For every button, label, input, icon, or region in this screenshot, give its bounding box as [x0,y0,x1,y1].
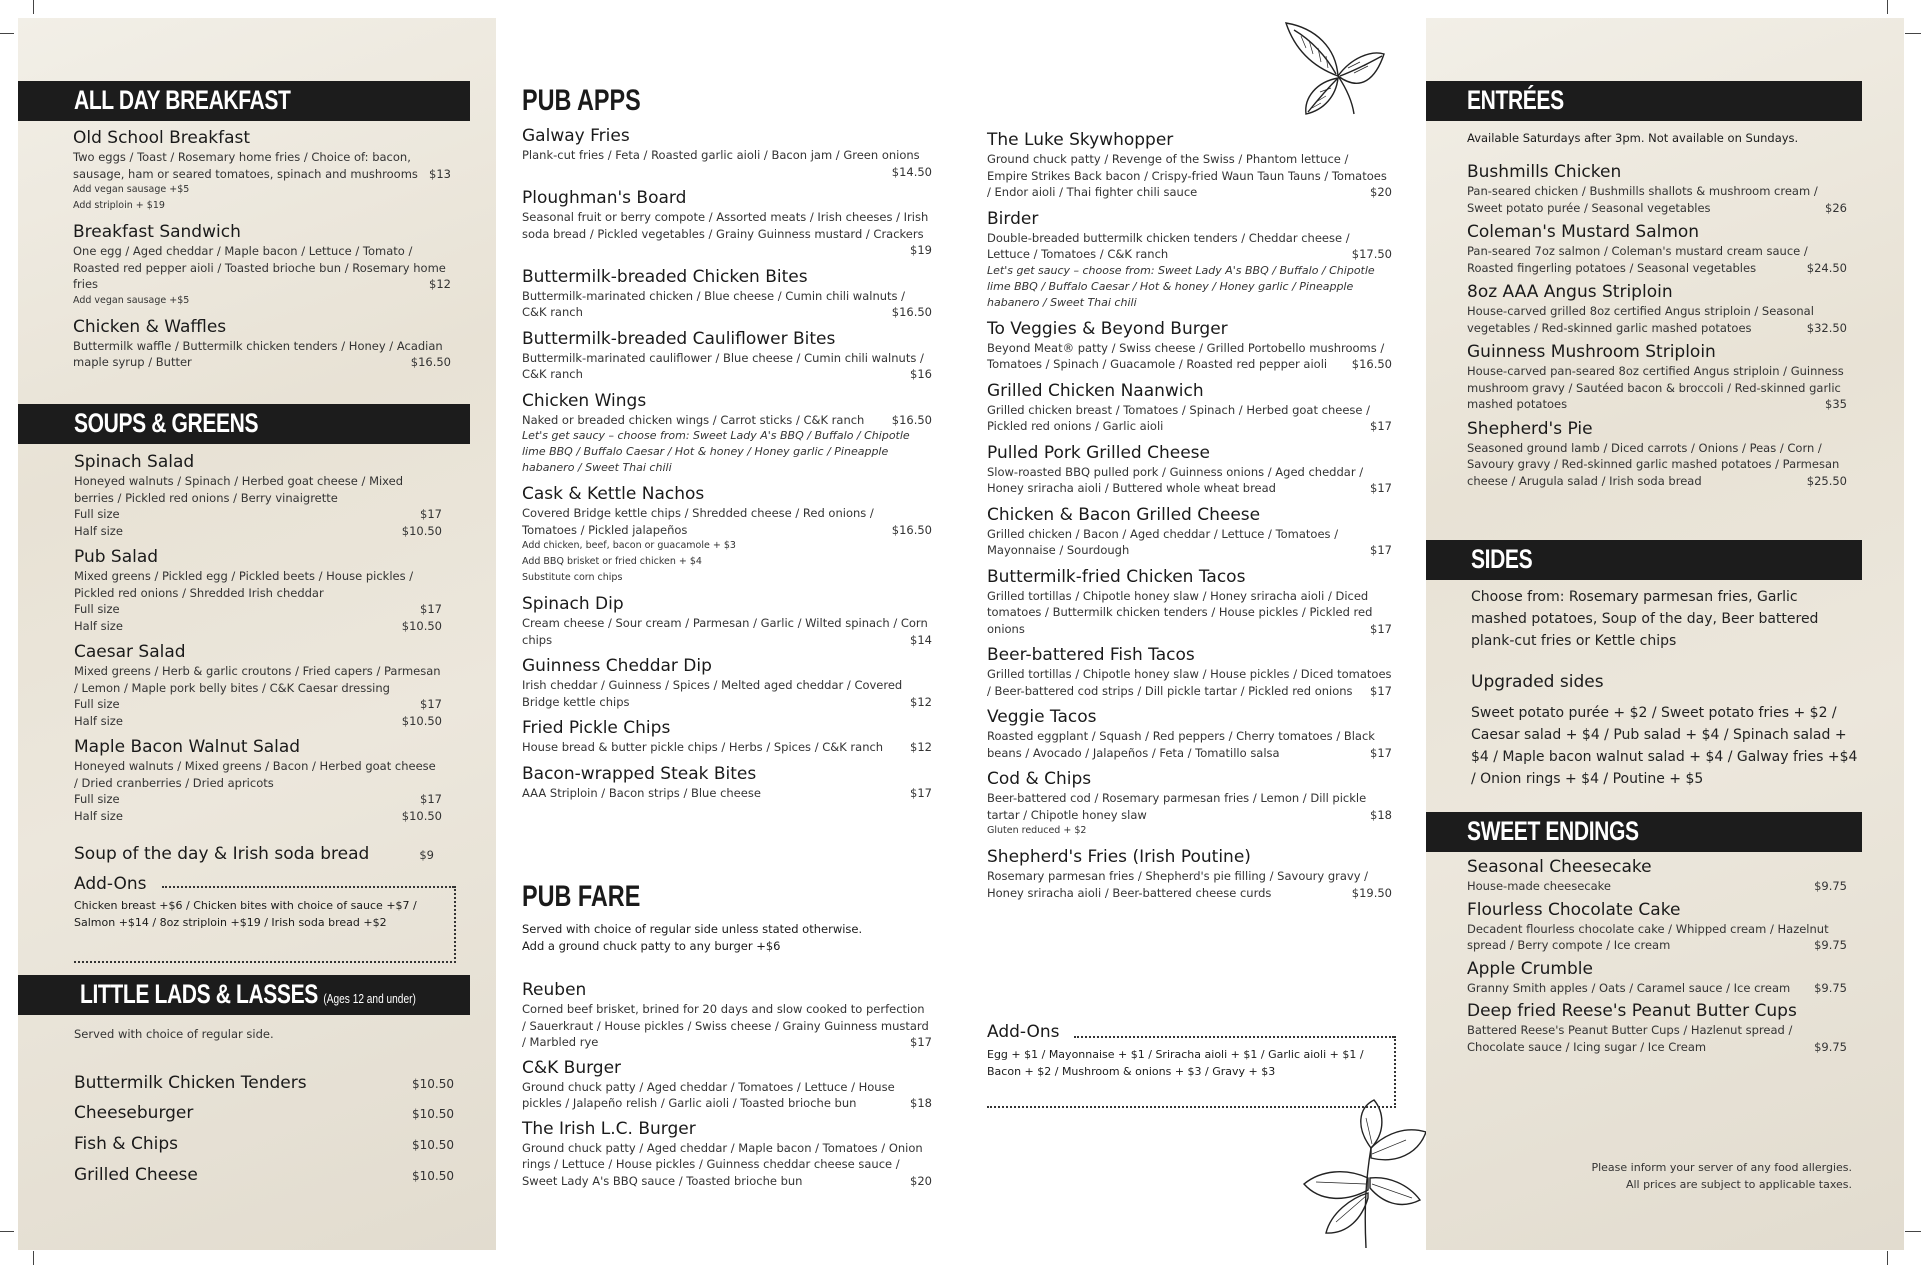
salad-name: Caesar Salad [74,642,186,662]
menu-item [522,188,932,259]
item-desc [522,1140,932,1190]
sides-title: SIDES [1471,544,1533,574]
item-desc-text: Grilled tortillas / Chipotle honey slaw / Honey sriracha aioli / Diced tomatoes / Buttermilk chicken tenders / House pickles / Pickled red onions [987,588,1373,636]
item-desc [987,666,1392,699]
item-desc-text: One egg / Aged cheddar / Maple bacon / Lettuce / Tomato / Roasted red pepper aioli / Toasted brioche bun / Rosemary home fries [73,244,446,291]
item-price: $19.50 [1351,885,1392,900]
item-desc [987,790,1392,823]
item-desc-text: Plank-cut fries / Feta / Roasted garlic aioli / Bacon jam / Green onions [522,148,920,162]
item-price: $16.50 [410,355,451,369]
salad-name: Pub Salad [74,547,159,567]
item-desc [522,412,932,429]
item-price: $16.50 [891,412,932,427]
item-price: $17 [910,1035,932,1049]
menu-item [73,222,451,309]
item-desc [522,288,932,321]
item-desc [522,739,932,756]
item-price: $17 [1370,621,1392,636]
full-size-price: $17 [420,602,442,616]
menu-item [522,484,932,586]
item-desc-text: Beer-battered cod / Rosemary parmesan fries / Lemon / Dill pickle tartar / Chipotle honey slaw [987,791,1367,822]
crop-mark [1905,1231,1921,1232]
sides-upgraded-title: Upgraded sides [1471,672,1604,692]
item-name: Pulled Pork Grilled Cheese [987,442,1210,463]
item-desc [987,868,1392,901]
item-desc-text: House-made cheesecake [1467,879,1611,893]
kids-item-name: Grilled Cheese [74,1165,198,1185]
item-price: $17 [910,785,932,800]
item-desc [73,243,451,293]
item-price: $12 [429,277,451,291]
item-desc-text: Pan-seared chicken / Bushmills shallots & mushroom cream / Sweet potato purée / Seasonal vegetables [1467,184,1818,215]
breakfast-title: ALL DAY BREAKFAST [74,85,291,115]
item-name: Fried Pickle Chips [522,718,671,738]
menu-item [987,209,1392,311]
item-name: Chicken & Waffles [73,316,227,337]
fare-title: PUB FARE [522,880,641,913]
saucy-options: Let's get saucy – choose from: Sweet Lady A's BBQ / Buffalo / Chipotle lime BBQ / Buffalo Caesar / Hot & honey / Honey garlic / Pineapple habanero / Sweet Thai chili [987,263,1375,309]
item-note: Gluten reduced + $2 [987,825,1087,836]
full-size-price: $17 [420,507,442,521]
item-name: Spinach Dip [522,594,624,614]
item-desc [73,149,451,182]
item-desc [1467,921,1847,954]
item-name: Bushmills Chicken [1467,162,1622,182]
breakfast-list [73,128,451,379]
soup-row [74,844,434,865]
item-price: $17 [1370,745,1392,760]
kids-item-name: Fish & Chips [74,1134,178,1154]
item-desc-text: House-carved grilled 8oz certified Angus striploin / Seasonal vegetables / Red-skinned garlic mashed potatoes [1467,304,1814,335]
menu-item [1467,222,1847,276]
menu-item [522,980,932,1051]
full-size-label: Full size [74,697,120,711]
kids-title: LITTLE LADS & LASSES (Ages 12 and under) [80,979,416,1009]
menu-item [987,505,1392,559]
item-price: $16.50 [891,305,932,319]
item-note: Substitute corn chips [522,572,623,583]
item-price: $9.75 [1814,980,1847,995]
kids-item-price: $10.50 [412,1138,454,1152]
item-name: Grilled Chicken Naanwich [987,380,1204,401]
menu-item [1467,342,1847,413]
item-desc [522,677,932,710]
item-desc-text: Buttermilk waffle / Buttermilk chicken tenders / Honey / Acadian maple syrup / Butter [73,338,443,369]
full-size-row [74,791,442,808]
footer-line-2: All prices are subject to applicable taxes. [1625,1177,1852,1191]
item-desc-text: Decadent flourless chocolate cake / Whipped cream / Hazelnut spread / Berry compote / Ice cream [1467,921,1829,952]
item-desc [1467,1022,1847,1055]
menu-item [987,707,1392,761]
item-desc-text: Grilled tortillas / Chipotle honey slaw / House pickles / Diced tomatoes / Beer-battered cod strips / Dill pickle tartar / Pickled red onions [987,667,1392,698]
item-note: Add BBQ brisket or fried chicken + $4 [522,556,702,567]
item-price: $16.50 [1351,357,1392,371]
item-name: Flourless Chocolate Cake [1467,899,1681,920]
fare-addons-text: Egg + $1 / Mayonnaise + $1 / Sriracha aioli + $1 / Garlic aioli + $1 / Bacon + $2 / Mushroom & onions + $3 / Gravy + $3 [987,1048,1364,1078]
sweets-title: SWEET ENDINGS [1467,816,1639,846]
item-desc [1467,980,1847,997]
item-name: Beer-battered Fish Tacos [987,645,1195,665]
salad-item [74,642,442,729]
breakfast-header [18,81,470,121]
fare-list-right [987,130,1392,909]
item-name: Shepherd's Fries (Irish Poutine) [987,847,1251,867]
half-size-label: Half size [74,713,123,728]
item-price: $24.50 [1806,260,1847,275]
full-size-row [74,506,442,523]
item-desc-text: Beyond Meat® patty / Swiss cheese / Grilled Portobello mushrooms / Tomatoes / Spinach / Guacamole / Roasted red pepper aioli [987,340,1385,371]
kids-item-name: Buttermilk Chicken Tenders [74,1073,307,1093]
item-desc-text: Buttermilk-marinated chicken / Blue cheese / Cumin chili walnuts / C&K ranch [522,288,906,319]
item-name: 8oz AAA Angus Striploin [1467,282,1673,302]
item-desc [987,526,1392,559]
menu-item [987,443,1392,497]
item-name: Apple Crumble [1467,958,1593,979]
item-desc [1467,303,1847,336]
menu-item [987,645,1392,699]
item-desc [522,1001,932,1051]
item-price: $16.50 [891,522,932,537]
item-name: Cask & Kettle Nachos [522,484,705,504]
full-size-price: $17 [420,697,442,711]
item-name: Veggie Tacos [987,707,1097,727]
item-desc-text: Cream cheese / Sour cream / Parmesan / Garlic / Wilted spinach / Corn chips [522,616,928,647]
item-price: $14 [910,632,932,647]
item-name: Birder [987,208,1039,229]
kids-item [74,1165,454,1185]
item-name: Seasonal Cheesecake [1467,857,1652,877]
item-name: Cod & Chips [987,769,1092,789]
kids-subtitle: (Ages 12 and under) [323,991,416,1006]
kids-header [18,975,470,1015]
item-name: Buttermilk-breaded Chicken Bites [522,266,808,287]
kids-item [74,1103,454,1123]
menu-item [522,1058,932,1112]
item-desc [522,209,932,259]
item-price: $25.50 [1806,473,1847,488]
item-name: Buttermilk-fried Chicken Tacos [987,566,1246,587]
item-desc-text: House-carved pan-seared 8oz certified Angus striploin / Guinness mushroom gravy / Sautéed bacon & broccoli / Red-skinned garlic mashed potatoes [1467,364,1844,411]
item-desc-text: Ground chuck patty / Revenge of the Swiss / Phantom lettuce / Empire Strikes Back bacon / Crispy-fried Waun Taun Tauns / Tomatoes / Endor aioli / Thai fighter chili sauce [987,152,1387,199]
item-price: $20 [910,1173,932,1188]
item-price: $9.75 [1814,938,1847,952]
item-name: Galway Fries [522,126,630,146]
menu-item [522,594,932,648]
menu-item [987,130,1392,201]
menu-item [522,126,932,180]
left-panel [18,18,496,1250]
half-size-row [74,618,442,635]
item-desc [987,340,1392,373]
item-price: $17 [1370,543,1392,557]
item-desc-text: Battered Reese's Peanut Butter Cups / Hazlenut spread / Chocolate sauce / Icing sugar / Ice Cream [1467,1023,1793,1054]
full-size-label: Full size [74,507,120,521]
item-desc [522,505,932,538]
kids-item [74,1073,454,1093]
item-name: Chicken Wings [522,390,647,411]
crop-mark [0,33,14,34]
item-desc [987,230,1392,263]
middle-panel [496,18,1426,1250]
menu-item [1467,162,1847,216]
item-desc [987,728,1392,761]
menu-item [73,128,451,214]
item-name: Old School Breakfast [73,128,251,148]
item-price: $32.50 [1806,320,1847,335]
half-size-price: $10.50 [401,808,442,823]
item-name: The Irish L.C. Burger [522,1118,696,1139]
full-size-row [74,696,442,713]
item-desc [522,615,932,648]
item-desc-text: Covered Bridge kettle chips / Shredded cheese / Red onions / Tomatoes / Pickled jalapeños [522,506,874,537]
item-price: $12 [910,740,932,754]
menu-item [987,847,1392,901]
full-size-row [74,601,442,618]
menu-item [522,391,932,477]
item-price: $17.50 [1351,247,1392,261]
item-desc [1467,243,1847,276]
menu-item [522,718,932,756]
half-size-row [74,808,442,825]
fare-addons-title: Add-Ons [987,1022,1060,1042]
soups-header [18,404,470,444]
item-name: Guinness Mushroom Striploin [1467,342,1716,362]
fare-intro-2: Add a ground chuck patty to any burger +$6 [522,938,781,953]
menu-item [987,769,1392,839]
menu-item [987,381,1392,435]
crop-mark [1887,1251,1888,1265]
item-desc [1467,878,1847,895]
fare-intro-1: Served with choice of regular side unless stated otherwise. [522,922,863,936]
salad-name: Spinach Salad [74,452,195,472]
item-price: $20 [1370,185,1392,199]
item-note: Add chicken, beef, bacon or guacamole + $3 [522,540,736,551]
item-price: $12 [910,694,932,709]
item-name: C&K Burger [522,1057,622,1078]
entrees-list [1467,162,1847,495]
menu-item [522,764,932,802]
item-desc [522,1079,932,1112]
entrees-header [1426,81,1862,121]
item-desc-text: Corned beef brisket, brined for 20 days and slow cooked to perfection / Sauerkraut / House pickles / Swiss cheese / Grainy Guinness mustard / Marbled rye [522,1002,929,1049]
item-price: $16 [910,367,932,381]
footer-line-1: Please inform your server of any food allergies. [1591,1161,1852,1174]
kids-item-price: $10.50 [412,1107,454,1121]
half-size-price: $10.50 [401,713,442,728]
half-size-price: $10.50 [401,618,442,633]
item-desc [73,338,451,371]
full-size-price: $17 [420,792,442,806]
menu-item [987,319,1392,373]
fare-list-left [522,980,932,1196]
item-name: To Veggies & Beyond Burger [987,318,1228,339]
item-desc-text: Rosemary parmesan fries / Shepherd's pie filling / Savoury gravy / Honey sriracha aioli / Beer-battered cheese curds [987,869,1369,900]
item-desc [522,147,932,180]
item-desc-text: AAA Striploin / Bacon strips / Blue cheese [522,785,761,800]
item-price: $18 [1370,807,1392,822]
item-desc [987,588,1392,638]
menu-item [522,1119,932,1190]
crop-mark [0,1231,14,1232]
item-name: The Luke Skywhopper [987,130,1174,150]
half-size-label: Half size [74,523,123,538]
salad-desc: Honeyed walnuts / Spinach / Herbed goat cheese / Mixed berries / Pickled red onions / Berry vinaigrette [74,474,404,505]
item-name: Ploughman's Board [522,188,687,208]
item-desc-text: Irish cheddar / Guinness / Spices / Melted aged cheddar / Covered Bridge kettle chips [522,678,903,709]
item-desc-text: Double-breaded buttermilk chicken tenders / Cheddar cheese / Lettuce / Tomatoes / C&K ranch [987,230,1350,261]
item-desc-text: Ground chuck patty / Aged cheddar / Maple bacon / Tomatoes / Onion rings / Lettuce / House pickles / Guinness cheddar cheese sauce / Sweet Lady A's BBQ sauce / Toasted brioche bun [522,1140,923,1188]
item-price: $9.75 [1814,1039,1847,1054]
item-note: Add vegan sausage +$5 [73,184,190,195]
fare-addons-dotbox [987,1036,1396,1108]
salad-desc: Mixed greens / Pickled egg / Pickled beets / House pickles / Pickled red onions / Shredded Irish cheddar [74,569,414,600]
item-price: $35 [1825,397,1847,411]
fare-intro [522,921,932,954]
item-desc [522,785,932,802]
menu-item [1467,959,1847,997]
menu-item [522,656,932,710]
soups-addons-text: Chicken breast +$6 / Chicken bites with choice of sauce +$7 / Salmon +$14 / 8oz striploin +$19 / Irish soda bread +$2 [74,899,417,929]
item-desc [987,464,1392,497]
half-size-label: Half size [74,808,123,823]
item-desc-text: Naked or breaded chicken wings / Carrot sticks / C&K ranch [522,412,865,427]
sweets-list [1467,857,1847,1060]
crop-mark [33,1251,34,1265]
menu-item [987,567,1392,638]
item-desc [1467,440,1847,490]
item-note: Add striploin + $19 [73,200,165,211]
soup-name: Soup of the day & Irish soda bread [74,844,370,864]
item-price: $19 [910,243,932,257]
item-price: $17 [1370,419,1392,433]
crop-mark [1905,33,1921,34]
item-name: Bacon-wrapped Steak Bites [522,763,757,784]
item-desc-text: House bread & butter pickle chips / Herbs / Spices / C&K ranch [522,740,884,754]
item-desc-text: Granny Smith apples / Oats / Caramel sauce / Ice cream [1467,980,1791,995]
full-size-label: Full size [74,792,120,806]
soups-title: SOUPS & GREENS [74,408,259,438]
item-desc-text: Roasted eggplant / Squash / Red peppers / Cherry tomatoes / Black beans / Avocado / Jalapeños / Feta / Tomatillo salsa [987,729,1375,760]
item-name: Deep fried Reese's Peanut Butter Cups [1467,1001,1797,1021]
soup-price: $9 [419,848,434,862]
entrees-title: ENTRÉES [1467,85,1564,115]
sides-upgraded: Sweet potato purée + $2 / Sweet potato fries + $2 / Caesar salad + $4 / Pub salad + $4 / Spinach salad + $4 / Maple bacon walnut salad + $4 / Galway fries +$4 / Onion rings + $4 / Poutine + $5 [1471,705,1858,787]
item-price: $18 [910,1096,932,1110]
item-desc [1467,363,1847,413]
menu-item [1467,419,1847,490]
soups-addons-title: Add-Ons [74,874,147,894]
salad-item [74,547,442,634]
addons-dotbox [74,886,456,963]
item-name: Buttermilk-breaded Cauliflower Bites [522,328,836,349]
salad-item [74,452,442,539]
salad-name: Maple Bacon Walnut Salad [74,737,301,757]
item-desc-text: Ground chuck patty / Aged cheddar / Tomatoes / Lettuce / House pickles / Jalapeño relish / Garlic aioli / Toasted brioche bun [522,1079,895,1110]
salad-desc: Mixed greens / Herb & garlic croutons / Fried capers / Parmesan / Lemon / Maple pork belly bites / C&K Caesar dressing [74,664,441,695]
item-name: Coleman's Mustard Salmon [1467,222,1700,242]
item-desc-text: Grilled chicken / Bacon / Aged cheddar / Lettuce / Tomatoes / Mayonnaise / Sourdough [987,526,1339,557]
menu-item [522,329,932,383]
salad-list [74,452,442,832]
half-size-price: $10.50 [401,523,442,538]
item-desc [987,151,1392,201]
half-size-label: Half size [74,618,123,633]
kids-item-price: $10.50 [412,1077,454,1091]
menu-item [522,267,932,321]
menu-item [1467,900,1847,954]
footer-note [1591,1160,1852,1193]
item-desc-text: Seasonal fruit or berry compote / Assorted meats / Irish cheeses / Irish soda bread / Pickled vegetables / Grainy Guinness mustard / Crackers [522,210,929,241]
menu-item [1467,857,1847,895]
crop-mark [33,0,34,14]
item-name: Chicken & Bacon Grilled Cheese [987,504,1261,525]
item-note: Add vegan sausage +$5 [73,294,190,306]
kids-item-name: Cheeseburger [74,1103,194,1123]
salad-desc: Honeyed walnuts / Mixed greens / Bacon / Herbed goat cheese / Dried cranberries / Dried apricots [74,759,436,790]
entrees-note: Available Saturdays after 3pm. Not available on Sundays. [1467,131,1799,145]
apps-list [522,126,932,809]
salad-item [74,737,442,824]
half-size-row [74,523,442,540]
sweets-header [1426,812,1862,852]
item-desc [1467,183,1847,216]
apps-title: PUB APPS [522,84,641,117]
item-desc-text: Two eggs / Toast / Rosemary home fries / Choice of: bacon, sausage, ham or seared tomatoes, spinach and mushrooms [73,150,418,181]
leaf-top-icon [1276,18,1386,118]
item-price: $26 [1825,200,1847,215]
item-price: $9.75 [1814,879,1847,893]
item-name: Breakfast Sandwich [73,222,241,242]
item-price: $13 [429,166,451,181]
item-price: $17 [1370,481,1392,495]
item-name: Reuben [522,980,587,1000]
right-panel [1426,18,1904,1250]
sides-header [1426,540,1862,580]
menu-item [1467,282,1847,336]
sides-choose: Choose from: Rosemary parmesan fries, Garlic mashed potatoes, Soup of the day, Beer battered plank-cut fries or Kettle chips [1471,589,1819,649]
item-price: $14.50 [891,164,932,179]
item-desc-text: Pan-seared 7oz salmon / Coleman's mustard cream sauce / Roasted fingerling potatoes / Seasonal vegetables [1467,244,1808,275]
item-name: Shepherd's Pie [1467,418,1593,439]
kids-item [74,1134,454,1154]
menu-item [1467,1001,1847,1055]
saucy-options: Let's get saucy – choose from: Sweet Lady A's BBQ / Buffalo / Chipotle lime BBQ / Buffalo Caesar / Hot & honey / Honey garlic / Pineapple habanero / Sweet Thai chili [522,429,910,474]
leaf-bottom-icon [1296,1098,1426,1248]
item-name: Guinness Cheddar Dip [522,656,712,676]
item-desc [522,350,932,383]
item-price: $17 [1370,683,1392,698]
item-desc-text: Slow-roasted BBQ pulled pork / Guinness onions / Aged cheddar / Honey sriracha aioli / Buttered whole wheat bread [987,464,1364,495]
item-desc-text: Seasoned ground lamb / Diced carrots / Onions / Peas / Corn / Savoury gravy / Red-skinned garlic mashed potatoes / Parmesan cheese / Arugula salad / Irish soda bread [1467,440,1840,488]
item-desc [987,402,1392,435]
full-size-label: Full size [74,602,120,616]
crop-mark [1887,0,1888,14]
item-desc-text: Grilled chicken breast / Tomatoes / Spinach / Herbed goat cheese / Pickled red onions / Garlic aioli [987,402,1371,433]
item-desc-text: Buttermilk-marinated cauliflower / Blue cheese / Cumin chili walnuts / C&K ranch [522,350,924,381]
kids-item-price: $10.50 [412,1169,454,1183]
half-size-row [74,713,442,730]
kids-note: Served with choice of regular side. [74,1027,274,1041]
menu-item [73,317,451,371]
